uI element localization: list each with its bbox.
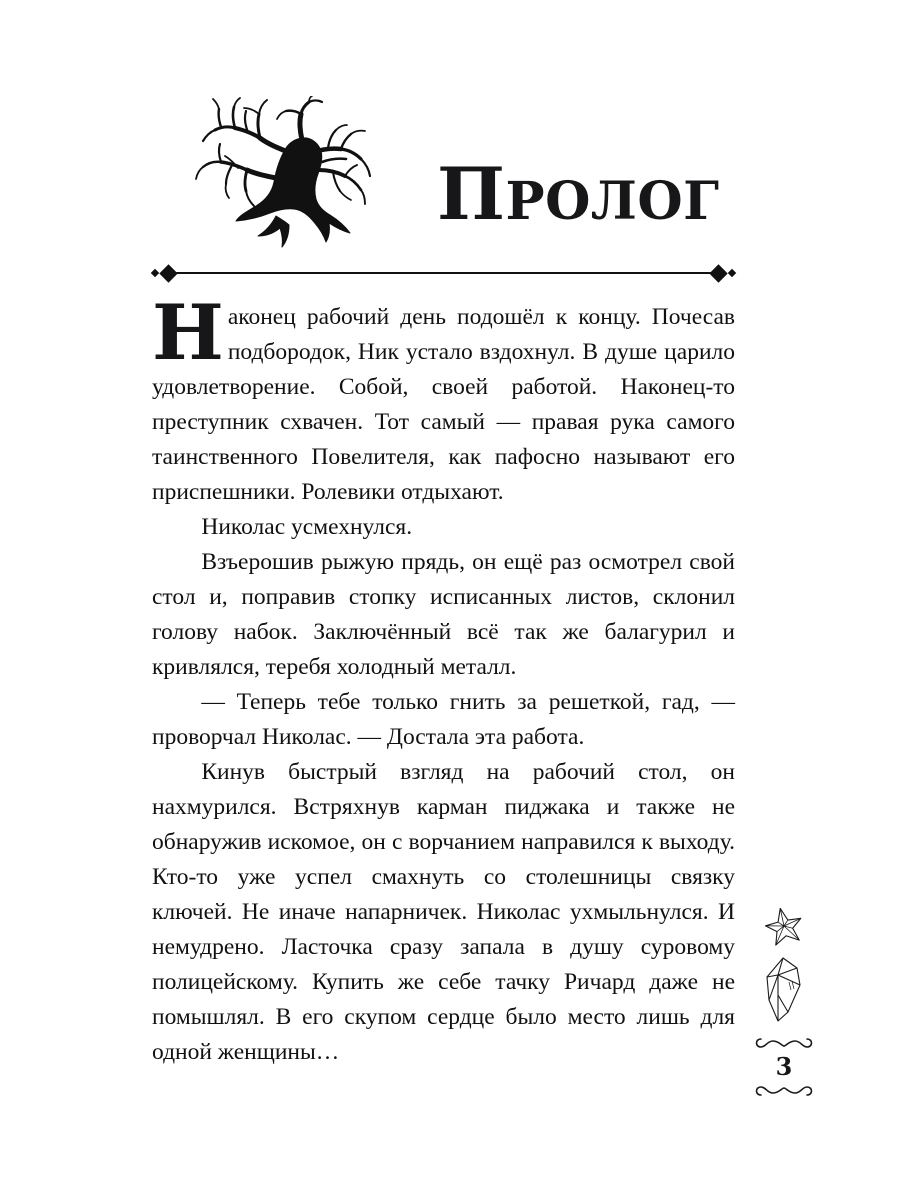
crystal-gem-icon [761, 955, 807, 1025]
paragraph [152, 685, 735, 755]
chapter-body [152, 288, 735, 1070]
paragraph-text: Взъерошив рыжую прядь, он ещё раз осмотрел свой стол и, поправив стопку исписанных листов, склонил голову набок. Заключённый всё так же балагурил и кривлялся, теребя холодный металл. [152, 549, 735, 680]
paragraph-text: — Теперь тебе только гнить за решеткой, гад, — проворчал Николас. — Достала эта работа. [152, 689, 735, 750]
chapter-title-rest: РОЛОГ [505, 171, 720, 232]
scroll-flourish-ornament [753, 1035, 815, 1053]
paragraph-text: Кинув быстрый взгляд на рабочий стол, он нахмурился. Встряхнув карман пиджака и также не обнаружив искомое, он с ворчанием направился к выходу. Кто-то уже успел смахнуть со столешницы связку ключей. Не иначе напарничек. Николас ухмыльнулся. И немудрено. Ласточка сразу запала в душу суровому полицейскому. Купить же себе тачку Ричард даже не помышлял. В его скупом сердце было место лишь для одной женщины… [152, 759, 735, 1065]
large-diamond-icon [709, 264, 727, 282]
large-diamond-icon [159, 264, 177, 282]
paragraph-text: Николас усмехнулся. [201, 514, 413, 540]
paragraph-opening [152, 288, 735, 510]
five-pointed-star-icon [763, 905, 805, 947]
diamond-rule-divider [152, 262, 735, 284]
chapter-header [152, 96, 735, 271]
chapter-title-initial: П [437, 151, 506, 236]
paragraph [152, 755, 735, 1070]
page-number: 3 [775, 1052, 793, 1081]
divider-left-ornament [152, 267, 175, 280]
paragraph [152, 510, 735, 545]
divider-line [176, 272, 711, 274]
scroll-flourish-ornament [753, 1081, 815, 1099]
paragraph [152, 545, 735, 685]
paragraph-text: аконец рабочий день подошёл к концу. Почесав подбородок, Ник устало вздохнул. В душе царило удовлетворение. Собой, своей работой. Наконец-то преступник схвачен. Тот самый — правая рука самого таинственного Повелителя, как пафосно называют его приспешники. Ролевики отдыхают. [152, 304, 735, 505]
small-diamond-icon [728, 269, 736, 277]
divider-right-ornament [712, 267, 735, 280]
bare-tree-silhouette-icon [190, 96, 378, 248]
drop-cap: Н [152, 288, 224, 377]
margin-ornament-group [744, 905, 824, 1099]
chapter-title [437, 151, 720, 236]
